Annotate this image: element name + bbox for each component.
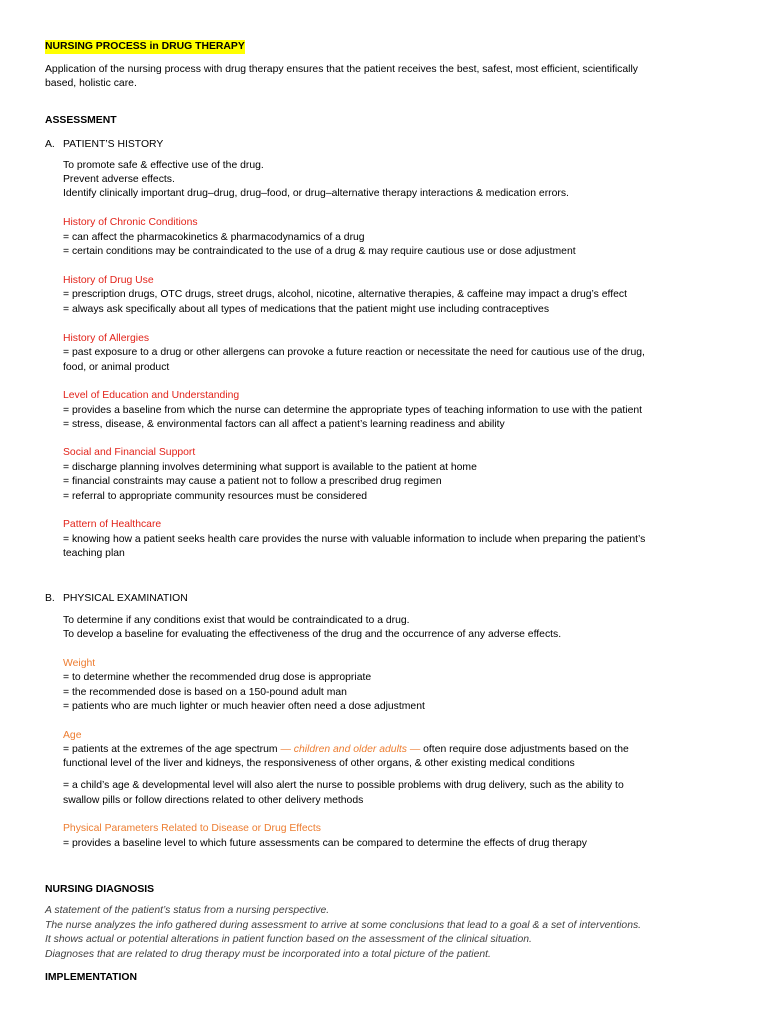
education-title: Level of Education and Understanding	[63, 390, 240, 401]
history-goal: To promote safe & effective use of the drug.	[63, 160, 264, 171]
age-line: = a child’s age & developmental level will also alert the nurse to possible problems with drug delivery, such as the ability to	[63, 780, 624, 791]
exam-goal: To develop a baseline for evaluating the effectiveness of the drug and the occurrence of any adverse effects.	[63, 629, 562, 640]
education-line: = provides a baseline from which the nurse can determine the appropriate types of teaching information to use with the patient	[63, 405, 643, 416]
physical-parameters-title: Physical Parameters Related to Disease or Drug Effects	[63, 823, 321, 834]
age-line	[63, 743, 629, 757]
weight-line: = the recommended dose is based on a 150-pound adult man	[63, 687, 347, 698]
social-support-line: = discharge planning involves determining what support is available to the patient at home	[63, 462, 477, 473]
healthcare-pattern-line: teaching plan	[63, 548, 125, 559]
patient-history-title: PATIENT’S HISTORY	[63, 139, 164, 150]
diagnosis-line: Diagnoses that are related to drug therapy must be incorporated into a total picture of the patient.	[45, 949, 491, 960]
section-label-a: A.	[45, 139, 55, 150]
social-support-line: = financial constraints may cause a patient not to follow a prescribed drug regimen	[63, 476, 442, 487]
history-goal: Prevent adverse effects.	[63, 174, 175, 185]
intro-line: Application of the nursing process with drug therapy ensures that the patient receives the best, safest, most efficient, scientifically	[45, 64, 638, 75]
social-support-title: Social and Financial Support	[63, 447, 196, 458]
diagnosis-line: A statement of the patient’s status from a nursing perspective.	[45, 905, 330, 916]
history-goal: Identify clinically important drug–drug, drug–food, or drug–alternative therapy interactions & medication errors.	[63, 188, 569, 199]
implementation-heading: IMPLEMENTATION	[45, 972, 137, 983]
social-support-line: = referral to appropriate community resources must be considered	[63, 491, 368, 502]
assessment-heading: ASSESSMENT	[45, 115, 117, 126]
allergies-line: = past exposure to a drug or other allergens can provoke a future reaction or necessitate the need for cautious use of the drug,	[63, 347, 645, 358]
age-title: Age	[63, 730, 82, 741]
weight-line: = patients who are much lighter or much heavier often need a dose adjustment	[63, 701, 425, 712]
healthcare-pattern-line: = knowing how a patient seeks health care provides the nurse with valuable information to include when preparing the patient’s	[63, 534, 646, 545]
exam-goal: To determine if any conditions exist that would be contraindicated to a drug.	[63, 615, 410, 626]
drug-use-line: = prescription drugs, OTC drugs, street drugs, alcohol, nicotine, alternative therapies, & caffeine may impact a drug’s effect	[63, 289, 627, 300]
section-label-b: B.	[45, 593, 55, 604]
chronic-conditions-line: = certain conditions may be contraindicated to the use of a drug & may require cautious use or dose adjustment	[63, 246, 576, 257]
document-title: NURSING PROCESS in DRUG THERAPY	[45, 41, 245, 52]
physical-exam-title: PHYSICAL EXAMINATION	[63, 593, 188, 604]
weight-line: = to determine whether the recommended drug dose is appropriate	[63, 672, 372, 683]
diagnosis-line: It shows actual or potential alterations in patient function based on the assessment of the clinical situation.	[45, 934, 532, 945]
drug-use-title: History of Drug Use	[63, 275, 154, 286]
age-line-text: = patients at the extremes of the age spectrum	[63, 744, 281, 755]
allergies-title: History of Allergies	[63, 333, 150, 344]
physical-parameters-line: = provides a baseline level to which future assessments can be compared to determine the effects of drug therapy	[63, 838, 587, 849]
chronic-conditions-line: = can affect the pharmacokinetics & pharmacodynamics of a drug	[63, 232, 365, 243]
nursing-diagnosis-heading: NURSING DIAGNOSIS	[45, 884, 155, 895]
age-line: swallow pills or follow directions related to other delivery methods	[63, 795, 364, 806]
chronic-conditions-title: History of Chronic Conditions	[63, 217, 198, 228]
intro-line: based, holistic care.	[45, 78, 137, 89]
age-line: functional level of the liver and kidneys, the responsiveness of other organs, & other existing medical conditions	[63, 758, 575, 769]
diagnosis-line: The nurse analyzes the info gathered during assessment to arrive at some conclusions that lead to a goal & a set of interventions.	[45, 920, 642, 931]
allergies-line: food, or animal product	[63, 362, 170, 373]
drug-use-line: = always ask specifically about all types of medications that the patient might use including contraceptives	[63, 304, 550, 315]
age-line-text: often require dose adjustments based on the	[420, 744, 629, 755]
education-line: = stress, disease, & environmental factors can all affect a patient’s learning readiness and ability	[63, 419, 505, 430]
weight-title: Weight	[63, 658, 96, 669]
age-emphasis: — children and older adults —	[280, 744, 421, 755]
healthcare-pattern-title: Pattern of Healthcare	[63, 519, 162, 530]
